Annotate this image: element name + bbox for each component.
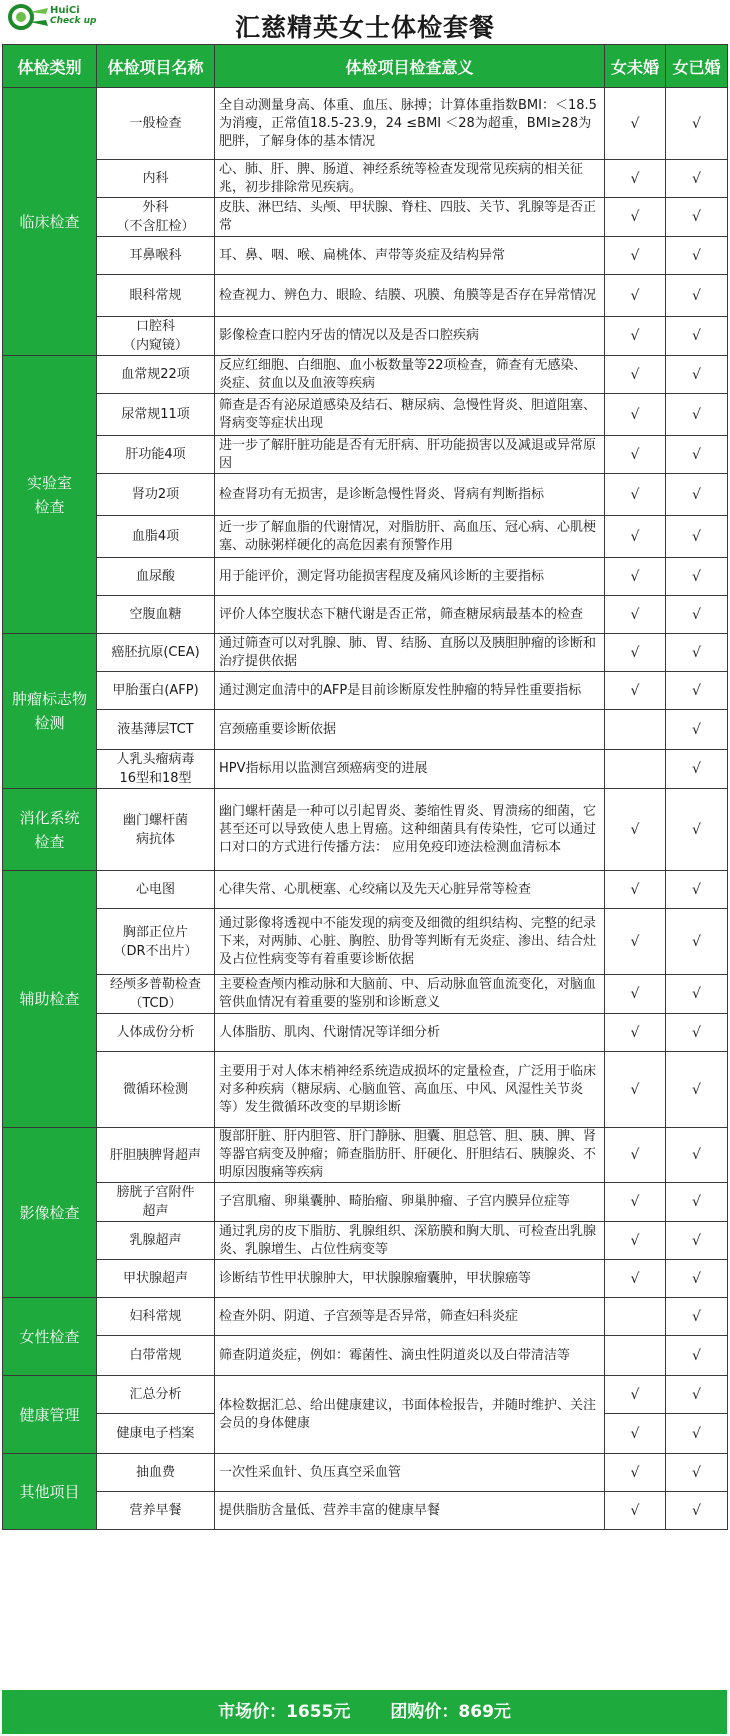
item-name-cell: 人乳头瘤病毒 16型和18型 <box>97 750 215 789</box>
item-description-cell: 腹部肝脏、肝内胆管、肝门静脉、胆囊、胆总管、胆、胰、脾、肾等器官病变及肿瘤；筛查脂肪肝、肝硬化、肝胆结石、胰腺炎、不明原因腹痛等疾病 <box>215 1128 605 1183</box>
item-description-cell: 诊断结节性甲状腺肿大，甲状腺腺瘤囊肿，甲状腺癌等 <box>215 1260 605 1298</box>
item-description-cell: 心律失常、心肌梗塞、心绞痛以及先天心脏异常等检查 <box>215 871 605 909</box>
table-row <box>3 275 728 317</box>
item-name-cell: 液基薄层TCT <box>97 710 215 750</box>
item-description-cell: 通过影像将透视中不能发现的病变及细微的组织结构、完整的纪录下来，对两肺、心脏、胸腔、肋骨等判断有无炎症、渗出、结合灶及占位性病变等有着重要诊断依据 <box>215 909 605 975</box>
married-check-cell: √ <box>666 356 728 394</box>
checkup-table <box>2 44 728 1530</box>
unmarried-check-cell: √ <box>605 1454 666 1492</box>
unmarried-check-cell: √ <box>605 789 666 871</box>
item-description-cell: 筛查阴道炎症，例如：霉菌性、滴虫性阴道炎以及白带清洁等 <box>215 1336 605 1376</box>
item-name-cell: 血常规22项 <box>97 356 215 394</box>
table-row <box>3 634 728 672</box>
market-price: 市场价：1655元 <box>218 1702 351 1722</box>
logo-line-2: Check up <box>50 16 97 26</box>
married-check-cell: √ <box>666 789 728 871</box>
group-price: 团购价：869元 <box>390 1702 511 1722</box>
married-check-cell: √ <box>666 317 728 356</box>
unmarried-check-cell: √ <box>605 1183 666 1222</box>
item-description-cell: 通过测定血清中的AFP是目前诊断原发性肿瘤的特异性重要指标 <box>215 672 605 710</box>
table-row <box>3 394 728 436</box>
table-row <box>3 1454 728 1492</box>
item-name-cell: 眼科常规 <box>97 275 215 317</box>
table-row <box>3 1376 728 1414</box>
item-description-cell: 进一步了解肝脏功能是否有无肝病、肝功能损害以及减退或异常原因 <box>215 436 605 474</box>
item-description-cell: 全自动测量身高、体重、血压、脉搏；计算体重指数BMI：＜18.5为消瘦，正常值18.5-23.9，24 ≤BMI ＜28为超重，BMI≥28为肥胖，了解身体的基本情况 <box>215 88 605 160</box>
married-check-cell: √ <box>666 160 728 198</box>
married-check-cell: √ <box>666 909 728 975</box>
item-name-cell: 口腔科 （内窥镜） <box>97 317 215 356</box>
married-check-cell: √ <box>666 596 728 634</box>
unmarried-check-cell: √ <box>605 356 666 394</box>
table-row <box>3 710 728 750</box>
married-check-cell: √ <box>666 710 728 750</box>
married-check-cell: √ <box>666 198 728 237</box>
unmarried-check-cell: √ <box>605 394 666 436</box>
unmarried-check-cell: √ <box>605 596 666 634</box>
item-name-cell: 肝功能4项 <box>97 436 215 474</box>
item-description-cell: 提供脂肪含量低、营养丰富的健康早餐 <box>215 1492 605 1530</box>
table-row <box>3 871 728 909</box>
item-description-cell: 体检数据汇总、给出健康建议，书面体检报告，并随时维护、关注会员的身体健康 <box>215 1376 605 1454</box>
item-description-cell: 宫颈癌重要诊断依据 <box>215 710 605 750</box>
table-row <box>3 975 728 1014</box>
married-check-cell: √ <box>666 237 728 275</box>
unmarried-check-cell: √ <box>605 909 666 975</box>
table-row <box>3 356 728 394</box>
header <box>0 0 730 44</box>
category-cell: 影像检查 <box>3 1128 97 1298</box>
table-row <box>3 436 728 474</box>
table-row <box>3 1183 728 1222</box>
unmarried-check-cell <box>605 750 666 789</box>
col-header-married: 女已婚 <box>666 45 728 88</box>
table-row <box>3 750 728 789</box>
item-description-cell: 反应红细胞、白细胞、血小板数量等22项检查，筛查有无感染、炎症、贫血以及血液等疾病 <box>215 356 605 394</box>
item-name-cell: 抽血费 <box>97 1454 215 1492</box>
item-name-cell: 营养早餐 <box>97 1492 215 1530</box>
married-check-cell: √ <box>666 1260 728 1298</box>
category-cell: 健康管理 <box>3 1376 97 1454</box>
col-header-category: 体检类别 <box>3 45 97 88</box>
table-row <box>3 160 728 198</box>
unmarried-check-cell: √ <box>605 1492 666 1530</box>
married-check-cell: √ <box>666 1414 728 1454</box>
unmarried-check-cell: √ <box>605 1260 666 1298</box>
table-row <box>3 1260 728 1298</box>
unmarried-check-cell: √ <box>605 558 666 596</box>
item-name-cell: 汇总分析 <box>97 1376 215 1414</box>
item-name-cell: 甲胎蛋白(AFP) <box>97 672 215 710</box>
item-description-cell: 近一步了解血脂的代谢情况，对脂肪肝、高血压、冠心病、心肌梗塞、动脉粥样硬化的高危因素有预警作用 <box>215 516 605 558</box>
table-row <box>3 1052 728 1128</box>
married-check-cell: √ <box>666 672 728 710</box>
page-title: 汇慈精英女士体检套餐 <box>234 13 495 42</box>
item-name-cell: 肝胆胰脾肾超声 <box>97 1128 215 1183</box>
item-name-cell: 血尿酸 <box>97 558 215 596</box>
item-description-cell: 检查肾功有无损害，是诊断急慢性肾炎、肾病有判断指标 <box>215 474 605 516</box>
unmarried-check-cell <box>605 1336 666 1376</box>
table-row <box>3 1492 728 1530</box>
category-cell: 临床检查 <box>3 88 97 356</box>
table-row <box>3 909 728 975</box>
married-check-cell: √ <box>666 1298 728 1336</box>
item-name-cell: 人体成份分析 <box>97 1014 215 1052</box>
married-check-cell: √ <box>666 1014 728 1052</box>
item-name-cell: 微循环检测 <box>97 1052 215 1128</box>
married-check-cell: √ <box>666 394 728 436</box>
married-check-cell: √ <box>666 1454 728 1492</box>
item-description-cell: 影像检查口腔内牙齿的情况以及是否口腔疾病 <box>215 317 605 356</box>
unmarried-check-cell: √ <box>605 1014 666 1052</box>
category-cell: 肿瘤标志物 检测 <box>3 634 97 789</box>
item-name-cell: 尿常规11项 <box>97 394 215 436</box>
table-row <box>3 516 728 558</box>
unmarried-check-cell: √ <box>605 871 666 909</box>
col-header-item: 体检项目名称 <box>97 45 215 88</box>
table-row <box>3 789 728 871</box>
table-row <box>3 672 728 710</box>
col-header-unmarried: 女未婚 <box>605 45 666 88</box>
unmarried-check-cell: √ <box>605 436 666 474</box>
married-check-cell: √ <box>666 1052 728 1128</box>
price-footer <box>2 1690 727 1734</box>
item-name-cell: 胸部正位片 （DR不出片） <box>97 909 215 975</box>
category-cell: 实验室 检查 <box>3 356 97 634</box>
unmarried-check-cell: √ <box>605 1128 666 1183</box>
unmarried-check-cell: √ <box>605 198 666 237</box>
table-row <box>3 198 728 237</box>
unmarried-check-cell: √ <box>605 474 666 516</box>
unmarried-check-cell: √ <box>605 1052 666 1128</box>
table-row <box>3 1014 728 1052</box>
item-description-cell: 主要用于对人体末梢神经系统造成损坏的定量检查，广泛用于临床对多种疾病（糖尿病、心脑血管、高血压、中风、风湿性关节炎等）发生微循环改变的早期诊断 <box>215 1052 605 1128</box>
item-name-cell: 癌胚抗原(CEA) <box>97 634 215 672</box>
col-header-meaning: 体检项目检查意义 <box>215 45 605 88</box>
item-name-cell: 妇科常规 <box>97 1298 215 1336</box>
married-check-cell: √ <box>666 516 728 558</box>
item-description-cell: 一次性采血针、负压真空采血管 <box>215 1454 605 1492</box>
unmarried-check-cell <box>605 710 666 750</box>
item-name-cell: 健康电子档案 <box>97 1414 215 1454</box>
item-name-cell: 耳鼻喉科 <box>97 237 215 275</box>
item-name-cell: 膀胱子宫附件 超声 <box>97 1183 215 1222</box>
table-body <box>3 88 728 1530</box>
married-check-cell: √ <box>666 1376 728 1414</box>
unmarried-check-cell <box>605 1298 666 1336</box>
married-check-cell: √ <box>666 1222 728 1260</box>
item-description-cell: 检查视力、辨色力、眼睑、结膜、巩膜、角膜等是否存在异常情况 <box>215 275 605 317</box>
item-description-cell: 通过筛查可以对乳腺、肺、胃、结肠、直肠以及胰胆肿瘤的诊断和治疗提供依据 <box>215 634 605 672</box>
item-description-cell: 皮肤、淋巴结、头颅、甲状腺、脊柱、四肢、关节、乳腺等是否正常 <box>215 198 605 237</box>
item-name-cell: 内科 <box>97 160 215 198</box>
married-check-cell: √ <box>666 634 728 672</box>
table-row <box>3 317 728 356</box>
item-name-cell: 白带常规 <box>97 1336 215 1376</box>
item-description-cell: 人体脂肪、肌肉、代谢情况等详细分析 <box>215 1014 605 1052</box>
unmarried-check-cell: √ <box>605 634 666 672</box>
unmarried-check-cell: √ <box>605 975 666 1014</box>
married-check-cell: √ <box>666 1183 728 1222</box>
table-row <box>3 237 728 275</box>
unmarried-check-cell: √ <box>605 1222 666 1260</box>
item-name-cell: 心电图 <box>97 871 215 909</box>
category-cell: 辅助检查 <box>3 871 97 1128</box>
married-check-cell: √ <box>666 1492 728 1530</box>
item-description-cell: 筛查是否有泌尿道感染及结石、糖尿病、急慢性肾炎、胆道阻塞、肾病变等症状出现 <box>215 394 605 436</box>
item-name-cell: 乳腺超声 <box>97 1222 215 1260</box>
item-description-cell: 评价人体空腹状态下糖代谢是否正常，筛查糖尿病最基本的检查 <box>215 596 605 634</box>
logo-line-1: HuiCi <box>50 5 80 16</box>
married-check-cell: √ <box>666 558 728 596</box>
item-name-cell: 幽门螺杆菌 病抗体 <box>97 789 215 871</box>
unmarried-check-cell: √ <box>605 88 666 160</box>
married-check-cell: √ <box>666 871 728 909</box>
item-description-cell: 子宫肌瘤、卵巢囊肿、畸胎瘤、卵巢肿瘤、子宫内膜异位症等 <box>215 1183 605 1222</box>
item-description-cell: 耳、鼻、咽、喉、扁桃体、声带等炎症及结构异常 <box>215 237 605 275</box>
unmarried-check-cell: √ <box>605 1376 666 1414</box>
table-row <box>3 1222 728 1260</box>
table-row <box>3 88 728 160</box>
table-header-row <box>3 45 728 88</box>
table-row <box>3 558 728 596</box>
unmarried-check-cell: √ <box>605 317 666 356</box>
item-description-cell: 用于能评价，测定肾功能损害程度及痛风诊断的主要指标 <box>215 558 605 596</box>
married-check-cell: √ <box>666 88 728 160</box>
married-check-cell: √ <box>666 436 728 474</box>
item-name-cell: 外科 （不含肛检） <box>97 198 215 237</box>
married-check-cell: √ <box>666 750 728 789</box>
married-check-cell: √ <box>666 1336 728 1376</box>
category-cell: 女性检查 <box>3 1298 97 1376</box>
unmarried-check-cell: √ <box>605 516 666 558</box>
table-row <box>3 1298 728 1336</box>
table-row <box>3 596 728 634</box>
item-description-cell: 检查外阴、阴道、子宫颈等是否异常，筛查妇科炎症 <box>215 1298 605 1336</box>
item-name-cell: 经颅多普勒检查 （TCD） <box>97 975 215 1014</box>
category-cell: 其他项目 <box>3 1454 97 1530</box>
item-name-cell: 一般检查 <box>97 88 215 160</box>
unmarried-check-cell: √ <box>605 275 666 317</box>
married-check-cell: √ <box>666 975 728 1014</box>
unmarried-check-cell: √ <box>605 1414 666 1454</box>
item-name-cell: 肾功2项 <box>97 474 215 516</box>
table-row <box>3 1128 728 1183</box>
table-row <box>3 474 728 516</box>
item-name-cell: 甲状腺超声 <box>97 1260 215 1298</box>
item-description-cell: 幽门螺杆菌是一种可以引起胃炎、萎缩性胃炎、胃溃疡的细菌，它甚至还可以导致使人患上胃癌。这种细菌具有传染性，它可以通过口对口的方式进行传播方法： 应用免疫印迹法检测血清标本 <box>215 789 605 871</box>
table-row <box>3 1336 728 1376</box>
unmarried-check-cell: √ <box>605 160 666 198</box>
item-description-cell: HPV指标用以监测宫颈癌病变的进展 <box>215 750 605 789</box>
item-description-cell: 通过乳房的皮下脂肪、乳腺组织、深筋膜和胸大肌、可检查出乳腺炎、乳腺增生、占位性病变等 <box>215 1222 605 1260</box>
unmarried-check-cell: √ <box>605 672 666 710</box>
married-check-cell: √ <box>666 474 728 516</box>
unmarried-check-cell: √ <box>605 237 666 275</box>
married-check-cell: √ <box>666 1128 728 1183</box>
married-check-cell: √ <box>666 275 728 317</box>
item-name-cell: 血脂4项 <box>97 516 215 558</box>
category-cell: 消化系统 检查 <box>3 789 97 871</box>
item-description-cell: 主要检查颅内椎动脉和大脑前、中、后动脉血管血流变化，对脑血管供血情况有着重要的鉴别和诊断意义 <box>215 975 605 1014</box>
item-name-cell: 空腹血糖 <box>97 596 215 634</box>
item-description-cell: 心、肺、肝、脾、肠道、神经系统等检查发现常见疾病的相关征兆，初步排除常见疾病。 <box>215 160 605 198</box>
